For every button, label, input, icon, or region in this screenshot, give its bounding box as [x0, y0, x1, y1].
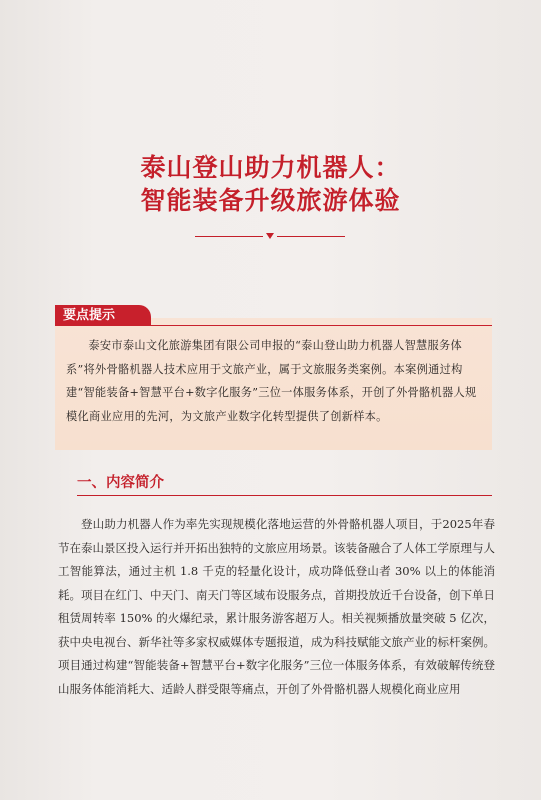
body-text [58, 513, 495, 701]
key-points-rule [151, 325, 492, 326]
divider-line-right [277, 236, 345, 237]
case-title-line-2: 智能装备升级旅游体验 [140, 186, 401, 215]
section-heading: 一、内容简介 [77, 475, 164, 491]
key-points-paragraph: 泰安市泰山文化旅游集团有限公司申报的“泰山登山助力机器人智慧服务体系”将外骨骼机器人技术应用于文旅产业，属于文旅服务类案例。本案例通过构建“智能装备+智慧平台+数字化服务”三位一体服务体系，开创了外骨骼机器人规模化商业应用的先河，为文旅产业数字化转型提供了创新样本。 [66, 339, 477, 423]
divider-line-left [195, 236, 263, 237]
title-divider [195, 233, 345, 241]
divider-triangle-icon [266, 233, 274, 239]
body-paragraph: 登山助力机器人作为率先实现规模化落地运营的外骨骼机器人项目，于2025年春节在泰山景区投入运行并开拓出独特的文旅应用场景。该装备融合了人体工学原理与人工智能算法，通过主机 1.8 千克的轻量化设计，成功降低登山者 30% 以上的体能消耗。项目在红门、中天门、南天门等区域布设服务点，首期投放近千台设备，创下单日租赁周转率 150% 的火爆纪录，累计服务游客超万人。相关视频播放量突破 5 亿次，获中央电视台、新华社等多家权威媒体专题报道，成为科技赋能文旅产业的标杆案例。项目通过构建“智能装备+智慧平台+数字化服务”三位一体服务体系，有效破解传统登山服务体能消耗大、适龄人群受限等痛点，开创了外骨骼机器人规模化商业应用 [58, 517, 495, 696]
case-title-line-1: 泰山登山助力机器人： [140, 153, 401, 182]
key-points-text [66, 334, 486, 428]
key-points-tag: 要点提示 [55, 305, 151, 326]
section-rule [77, 495, 492, 496]
